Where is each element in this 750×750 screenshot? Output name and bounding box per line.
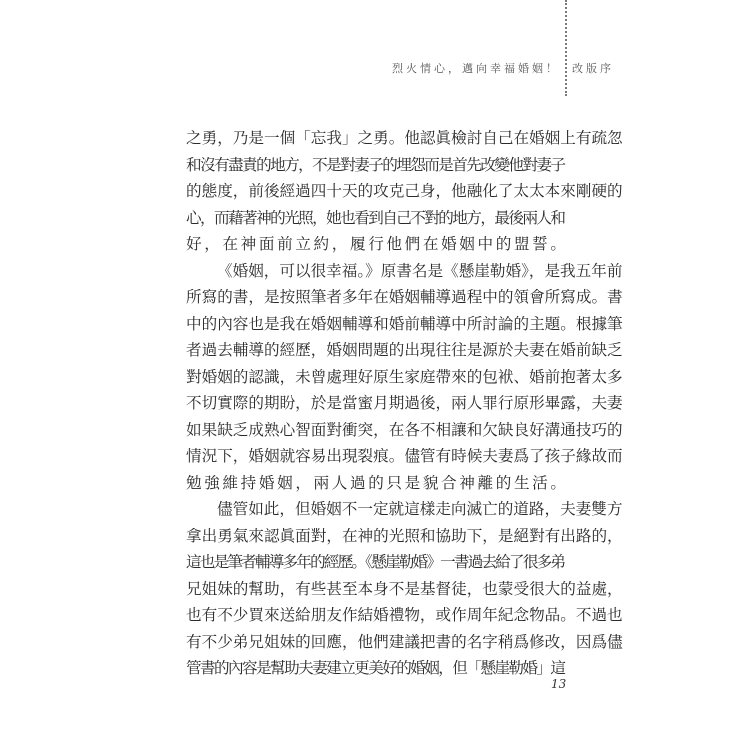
text-line: 兄姐妹的幫助，有些甚至本身不是基督徒，也蒙受很大的益處， — [186, 579, 623, 598]
text-line: 《婚姻，可以很幸福。》原書名是《懸崖勒婚》，是我五年前 — [217, 261, 623, 280]
text-line: 這也是筆者輔導多年的經歷。《懸崖勒婚》一書過去給了很多弟 — [186, 553, 565, 571]
running-header-section: 改版序 — [572, 62, 614, 75]
running-header-book-title: 烈火情心，邁向幸福婚姻！ — [392, 62, 560, 75]
text-line: 儘管如此，但婚姻不一定就這樣走向滅亡的道路，夫妻雙方 — [217, 500, 623, 518]
body-text — [186, 125, 623, 682]
text-line: 中的內容也是我在婚姻輔導和婚前輔導中所討論的主題。根據筆 — [186, 314, 623, 333]
dotted-divider — [565, 0, 567, 96]
text-line: 所寫的書，是按照筆者多年在婚姻輔導過程中的領會所寫成。書 — [186, 288, 623, 306]
text-line: 之勇，乃是一個「忘我」之勇。他認眞檢討自己在婚姻上有疏忽 — [186, 129, 623, 147]
text-line: 拿出勇氣來認眞面對，在神的光照和協助下，是絕對有出路的， — [186, 526, 623, 545]
text-line: 管書的內容是幫助夫妻建立更美好的婚姻，但「懸崖勒婚」這 — [186, 659, 565, 677]
text-line: 的態度，前後經過四十天的攻克己身，他融化了太太本來剛硬的 — [186, 182, 623, 200]
text-line: 對婚姻的認識，未曾處理好原生家庭帶來的包袱、婚前抱著太多 — [186, 367, 623, 386]
text-line: 不切實際的期盼，於是當蜜月期過後，兩人罪行原形畢露，夫妻 — [186, 394, 623, 412]
page-number: 13 — [551, 677, 567, 691]
text-line: 者過去輔導的經歷，婚姻問題的出現往往是源於夫妻在婚前缺乏 — [186, 341, 623, 359]
text-line: 和沒有盡責的地方，不是對妻子的埋怨而是首先改變他對妻子 — [186, 155, 565, 174]
text-line: 也有不少買來送給朋友作結婚禮物，或作周年紀念物品。不過也 — [186, 606, 623, 624]
text-line: 有不少弟兄姐妹的回應，他們建議把書的名字稍爲修改，因爲儘 — [186, 632, 623, 651]
text-line: 如果缺乏成熟心智面對衝突，在各不相讓和欠缺良好溝通技巧的 — [186, 420, 623, 439]
text-line: 勉強維持婚姻，兩人過的只是貌合神離的生活。 — [186, 473, 569, 492]
text-line: 好，在神面前立約，履行他們在婚姻中的盟誓。 — [186, 235, 569, 253]
text-line: 情況下，婚姻就容易出現裂痕。儘管有時候夫妻爲了孩子緣故而 — [186, 447, 623, 465]
text-line: 心，而藉著神的光照，她也看到自己不對的地方，最後兩人和 — [186, 208, 565, 227]
